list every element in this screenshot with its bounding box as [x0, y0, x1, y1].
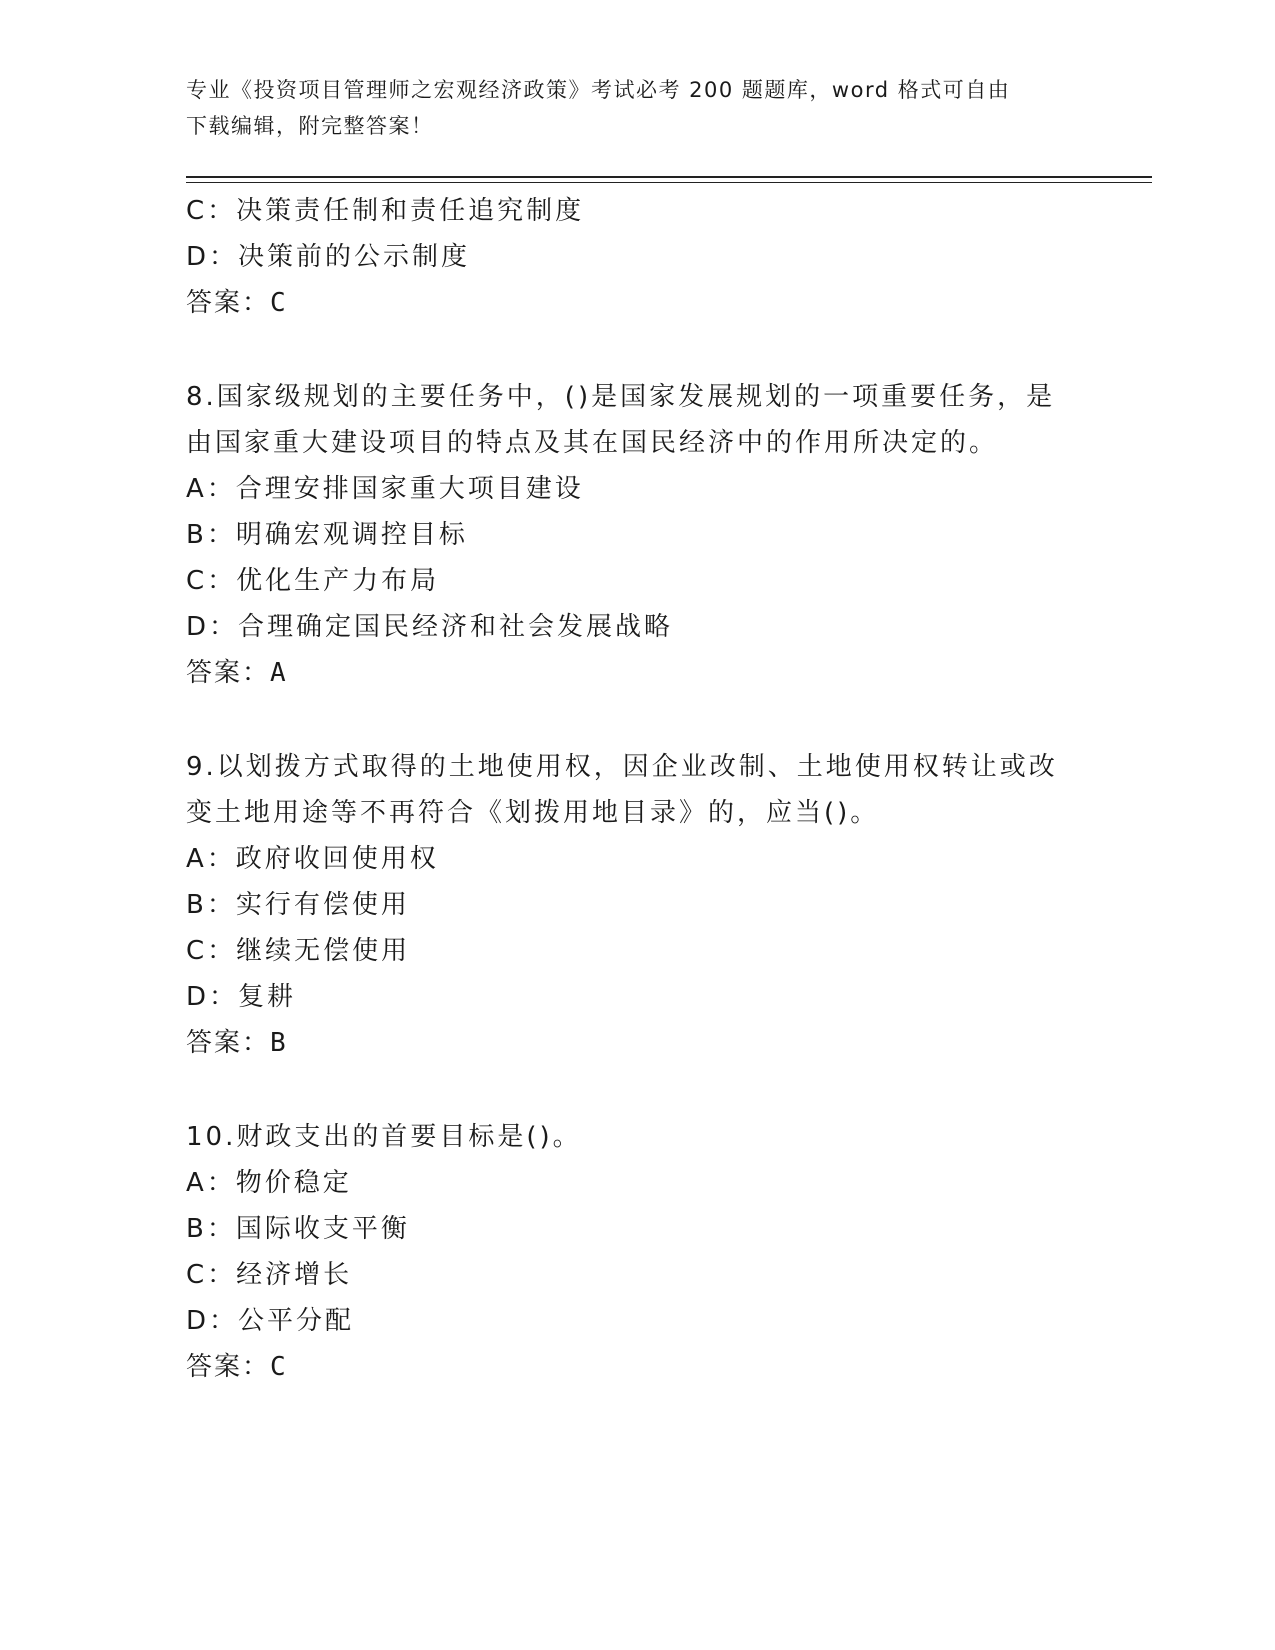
- question-list: [186, 188, 1086, 1390]
- option-a: A：合理安排国家重大项目建设: [186, 474, 584, 504]
- question-stem-cont: 变土地用途等不再符合《划拨用地目录》的，应当()。: [186, 798, 880, 828]
- question-stem-cont: 由国家重大建设项目的特点及其在国民经济中的作用所决定的。: [186, 428, 999, 458]
- question-stem: 8.国家级规划的主要任务中，()是国家发展规划的一项重要任务，是: [186, 382, 1056, 412]
- option-d: D：决策前的公示制度: [186, 242, 471, 272]
- option-c: C：优化生产力布局: [186, 566, 440, 596]
- option-c: C：继续无偿使用: [186, 936, 411, 966]
- option-a: A：物价稳定: [186, 1168, 352, 1198]
- question-stem: 9.以划拨方式取得的土地使用权，因企业改制、土地使用权转让或改: [186, 752, 1058, 782]
- header-rule-thin: [186, 182, 1152, 183]
- document-header: [186, 72, 1086, 144]
- header-line-1: 专业《投资项目管理师之宏观经济政策》考试必考 200 题题库，word 格式可自由: [186, 78, 1011, 102]
- answer-line: 答案：B: [186, 1028, 288, 1058]
- question-9: [186, 744, 1086, 1066]
- question-fragment: [186, 188, 1086, 326]
- option-c: C：决策责任制和责任追究制度: [186, 196, 585, 226]
- answer-line: 答案：C: [186, 288, 288, 318]
- answer-line: 答案：C: [186, 1352, 288, 1382]
- option-b: B：实行有偿使用: [186, 890, 410, 920]
- question-10: [186, 1114, 1086, 1390]
- option-a: A：政府收回使用权: [186, 844, 439, 874]
- option-d: D：公平分配: [186, 1306, 355, 1336]
- option-d: D：复耕: [186, 982, 297, 1012]
- option-c: C：经济增长: [186, 1260, 353, 1290]
- answer-line: 答案：A: [186, 658, 288, 688]
- option-b: B：国际收支平衡: [186, 1214, 410, 1244]
- question-8: [186, 374, 1086, 696]
- header-line-2: 下载编辑，附完整答案！: [186, 114, 434, 138]
- option-d: D：合理确定国民经济和社会发展战略: [186, 612, 674, 642]
- question-stem: 10.财政支出的首要目标是()。: [186, 1122, 582, 1152]
- header-rule-thick: [186, 176, 1152, 178]
- option-b: B：明确宏观调控目标: [186, 520, 468, 550]
